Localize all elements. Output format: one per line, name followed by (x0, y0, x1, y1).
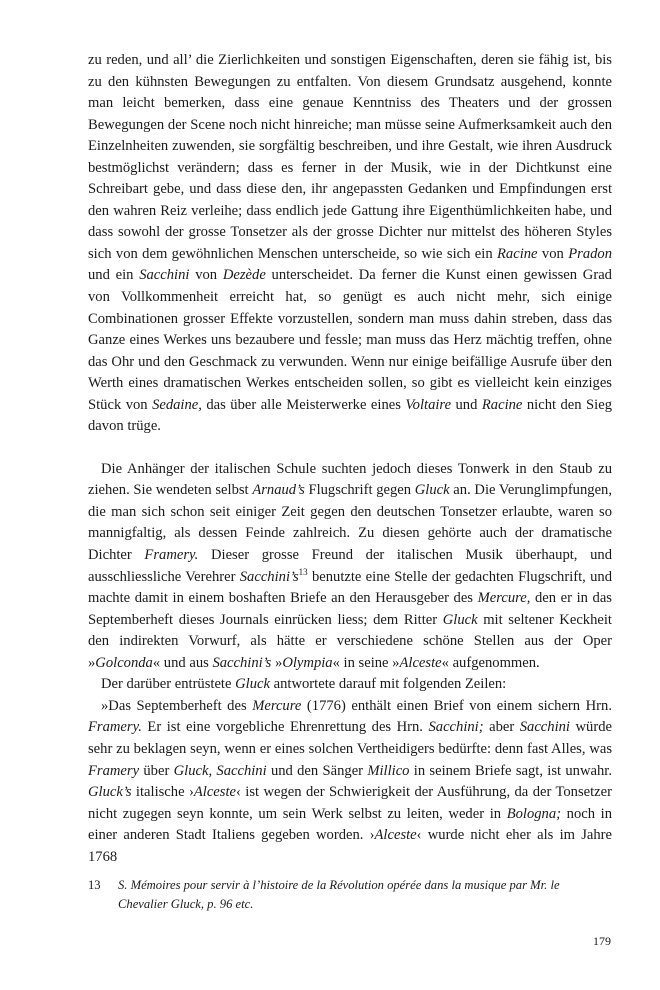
italic-text: Sacchini (139, 267, 190, 284)
text-run: « in seine » (332, 654, 400, 671)
footnote (88, 876, 612, 914)
italic-text: Mercure (252, 697, 302, 714)
body-text (88, 50, 612, 868)
italic-text: Arnaud’s (252, 482, 305, 499)
italic-text: Millico (367, 762, 410, 779)
text-run: und den Sänger (266, 762, 368, 779)
text-run: Er ist eine vorgebliche Ehrenrettung des Hrn. (141, 719, 429, 736)
footnote-text: S. Mémoires pour servir à l’histoire de la Révolution opérée dans la musique par Mr. le Chevalier Gluck, p. 96 etc. (118, 878, 560, 911)
italic-text: Alceste (374, 827, 417, 844)
footnote-ref: 13 (298, 566, 308, 577)
italic-text: Racine (497, 245, 538, 262)
italic-text: Sacchini (519, 719, 570, 736)
italic-text: Framery. (88, 719, 142, 736)
text-run: « und aus (152, 654, 213, 671)
paragraph-1 (88, 50, 612, 438)
text-run: von (537, 245, 569, 262)
text-run: Die Anhänger der italischen Schule suchten jedoch dieses Tonwerk in den Staub zu ziehen. Sie wendeten selbst (88, 460, 612, 499)
italic-text: Pradon (568, 245, 612, 262)
italic-text: Sacchini’s (239, 568, 299, 585)
italic-text: Golconda (95, 654, 153, 671)
italic-text: Gluck, Sacchini (173, 762, 267, 779)
page-number: 179 (593, 934, 611, 948)
italic-text: Sacchini’s (212, 654, 272, 671)
text-run: an. Die Verunglimpfungen, die man sich schon seit einiger Zeit gegen den deutschen Tonsetzer erlaubte, waren so mannigfaltig, als dessen Feinde zahlreich. Zu diesen gehörte auch der dramatische Dichter (88, 482, 612, 564)
text-run: benutzte eine Stelle der gedachten Flugschrift, und machte damit in einem boshaften Briefe an den Herausgeber des (88, 568, 612, 607)
text-run: « aufgenommen. (441, 654, 540, 671)
italic-text: Sedaine, (152, 396, 202, 413)
text-run: das über alle Meisterwerke eines (201, 396, 406, 413)
text-run: unterscheidet. Da ferner die Kunst einen gewissen Grad von Vollkommenheit erreicht hat, so genügt es auch nicht mehr, sich einige Combinationen grosser Effekte vorzustellen, sondern man muss dahin streben, dass das Ganze eines Werkes uns bezaubere und fessle; man muss das Herz mächtig treffen, ohne das Ohr und den Geschmack zu verwunden. Wenn nur einige beifällige Ausrufe über den Werth eines dramatischen Werkes entscheiden sollen, so gibt es vielleicht kein einziges Stück von (88, 267, 612, 413)
italic-text: Voltaire (405, 396, 452, 413)
text-run: ‹ wurde nicht eher als im Jahre 1768 (88, 827, 612, 865)
text-run: zu reden, und all’ die Zierlichkeiten und sonstigen Eigenschaften, deren sie fähig ist, bis zu den kühnsten Bewegungen zu entfalten. Von diesem Grundsatz ausgehend, konnte man leicht bemerken, dass eine genaue Kenntniss des Theaters und der grossen Bewegungen der Scene noch nicht hinreiche; man müsse seine Aufmerksamkeit auch den Einzelnheiten zuwenden, sie sorgfältig beschreiben, und ihre Gestalt, wie ihren Ausdruck bestmöglichst verändern; dass es ferner in der Musik, wie in der Dichtkunst eine Schreibart gebe, und dass diese den, ihr angepassten Gedanken und Empfindungen erst den wahren Reiz verleihe; dass endlich jede Gattung ihre Eigenthümlichkeiten habe, und dass sowohl der grosse Tonsetzer als der grosse Dichter nur mittelst des höheren Styles sich von dem gewöhnlichen Menschen unterscheide, so wie sich ein (88, 52, 612, 262)
text-run: über (139, 762, 174, 779)
italic-text: Alceste (399, 654, 442, 671)
text-run: Flugschrift gegen (304, 482, 415, 499)
text-run: (1776) enthält einen Brief von einem sichern Hrn. (301, 697, 612, 714)
italic-text: Bologna; (506, 805, 562, 822)
italic-text: Olympia (282, 654, 333, 671)
footnote-number: 13 (88, 878, 101, 892)
text-run: ‹ ist wegen der Schwierigkeit der Ausführung, da der Tonsetzer nicht zugegen seyn konnte, um sein Werk selbst zu leiten, weder in (88, 784, 612, 822)
italic-text: Alceste (193, 784, 236, 801)
text-run: und ein (88, 267, 140, 284)
text-run: würde sehr zu beklagen seyn, wenn er eines solchen Vertheidigers bedürfte: denn fast Alles, was (88, 719, 612, 757)
text-run: den er in das Septemberheft dieses Journals einrücken liess; dem Ritter (88, 590, 612, 628)
text-run: nicht den Sieg davon trüge. (88, 396, 612, 435)
paragraph-4 (88, 696, 612, 868)
italic-text: Gluck (235, 676, 270, 693)
text-run: und (451, 396, 482, 413)
italic-text: Mercure, (477, 590, 531, 607)
text-run: antwortete darauf mit folgenden Zeilen: (269, 676, 507, 693)
text-run: mit seltener Keckheit den indirekten Vorwurf, als hätte er verschiedene schöne Stellen aus der Oper » (88, 611, 612, 671)
text-run: noch in einer anderen Stadt Italiens gegeben worden. › (88, 805, 612, 844)
text-run: »Das Septemberheft des (101, 697, 253, 714)
text-run: » (271, 654, 283, 671)
text-run: von (189, 267, 223, 284)
paragraph-gap (88, 438, 612, 459)
italic-text: Gluck (414, 482, 450, 499)
paragraph-2 (88, 459, 612, 674)
text-run: in seinem Briefe sagt, ist unwahr. (409, 762, 612, 779)
paragraph-3 (88, 674, 612, 696)
italic-text: Racine (481, 396, 523, 413)
italic-text: Gluck’s (88, 784, 132, 801)
italic-text: Gluck (442, 611, 478, 628)
text-run: aber (483, 719, 520, 736)
italic-text: Sacchini; (428, 719, 484, 736)
text-run: Dieser grosse Freund der italischen Musik überhaupt, und ausschliessliche Verehrer (88, 547, 612, 585)
text-run: italische › (131, 784, 194, 801)
italic-text: Dezède (222, 267, 266, 284)
italic-text: Framery. (144, 547, 199, 564)
text-run: Der darüber entrüstete (101, 676, 236, 693)
italic-text: Framery (88, 762, 140, 779)
